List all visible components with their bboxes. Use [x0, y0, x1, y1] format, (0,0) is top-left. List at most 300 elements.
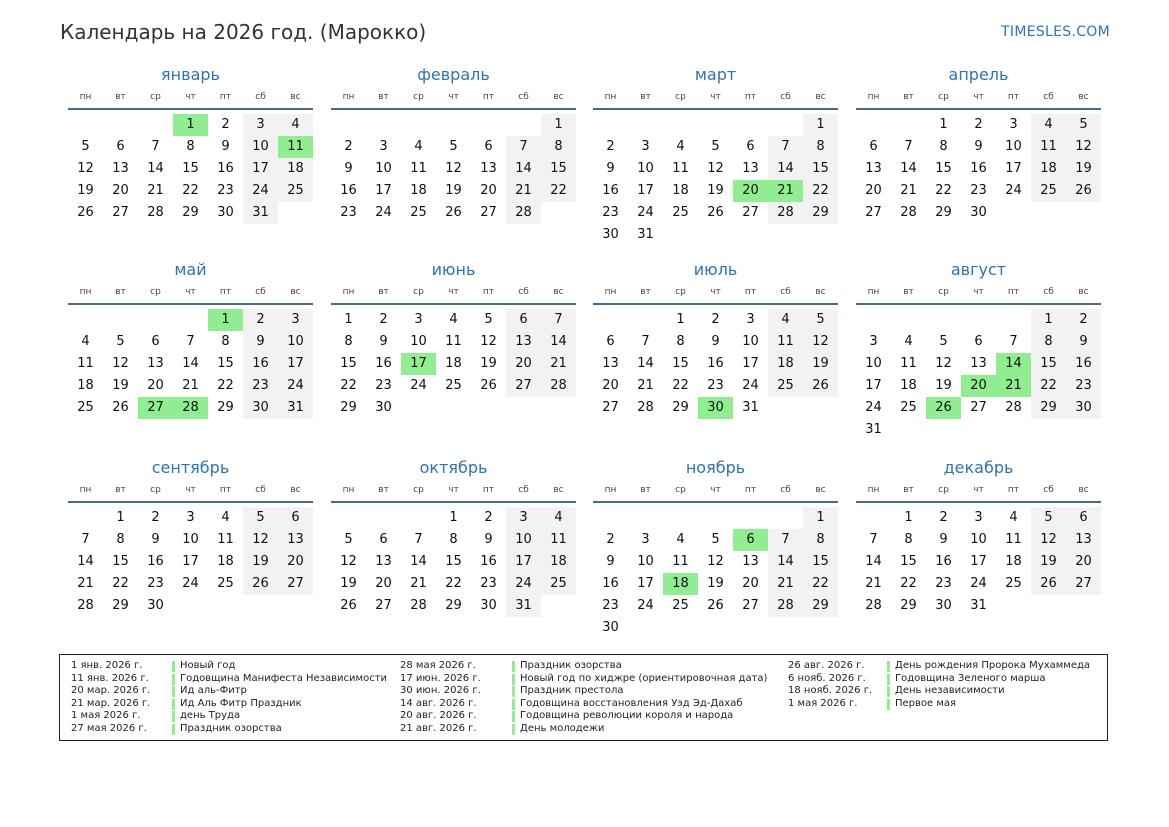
day-cell: 14 — [77, 554, 94, 569]
day-cell: 15 — [803, 551, 838, 573]
day-cell: 10 — [278, 331, 313, 353]
day-cell: 29 — [803, 202, 838, 224]
weekday-label: вт — [640, 92, 651, 102]
day-cell: 1 — [803, 114, 838, 136]
holiday-day: 17 — [401, 353, 436, 375]
day-cell: 19 — [340, 576, 357, 591]
day-cell: 12 — [1066, 136, 1101, 158]
weekday-label: пн — [867, 485, 880, 495]
day-cell: 14 — [768, 158, 803, 180]
weekday-label: вс — [553, 485, 564, 495]
day-cell: 9 — [939, 532, 948, 547]
month-name: июнь — [431, 260, 476, 279]
day-cell: 31 — [970, 598, 987, 613]
day-cell: 14 — [182, 356, 199, 371]
day-cell: 19 — [243, 551, 278, 573]
day-cell: 28 — [541, 375, 576, 397]
day-cell: 5 — [243, 507, 278, 529]
legend-date: 11 янв. 2026 г. — [71, 672, 149, 684]
day-cell: 11 — [77, 356, 94, 371]
day-cell: 11 — [768, 331, 803, 353]
day-cell: 11 — [217, 532, 234, 547]
day-cell: 13 — [480, 161, 497, 176]
month-name: октябрь — [419, 458, 488, 477]
weekday-label: пт — [482, 485, 495, 495]
weekday-label: ср — [413, 287, 424, 297]
day-cell: 25 — [410, 205, 427, 220]
day-cell: 17 — [243, 158, 278, 180]
day-cell: 9 — [379, 334, 388, 349]
holiday-day: 28 — [173, 397, 208, 419]
day-cell: 5 — [1031, 507, 1066, 529]
day-cell: 5 — [81, 139, 90, 154]
day-cell: 7 — [541, 309, 576, 331]
legend-row — [400, 685, 720, 698]
weekday-label: пт — [219, 485, 232, 495]
weekday-label: ср — [675, 92, 686, 102]
day-cell: 27 — [278, 573, 313, 595]
day-cell: 2 — [606, 139, 615, 154]
day-cell: 26 — [1031, 573, 1066, 595]
day-cell: 12 — [707, 554, 724, 569]
day-cell: 18 — [900, 378, 917, 393]
day-cell: 18 — [445, 356, 462, 371]
weekday-label: вс — [815, 485, 826, 495]
legend-marker — [172, 724, 175, 735]
month-name: ноябрь — [685, 458, 746, 477]
day-cell: 3 — [746, 312, 755, 327]
day-cell: 26 — [77, 205, 94, 220]
day-cell: 19 — [1066, 158, 1101, 180]
day-cell: 23 — [602, 205, 619, 220]
legend-date: 14 авг. 2026 г. — [400, 697, 477, 709]
weekday-header — [856, 86, 1101, 110]
day-cell: 21 — [77, 576, 94, 591]
day-cell: 29 — [217, 400, 234, 415]
day-cell: 22 — [1031, 375, 1066, 397]
day-cell: 31 — [506, 595, 541, 617]
legend-row — [71, 710, 391, 723]
day-cell: 2 — [974, 117, 983, 132]
day-cell: 28 — [900, 205, 917, 220]
day-cell: 15 — [1031, 353, 1066, 375]
day-cell: 25 — [278, 180, 313, 202]
day-cell: 9 — [243, 331, 278, 353]
day-cell: 22 — [217, 378, 234, 393]
day-cell: 6 — [484, 139, 493, 154]
day-cell: 8 — [803, 529, 838, 551]
day-cell: 2 — [606, 532, 615, 547]
day-cell: 23 — [1066, 375, 1101, 397]
legend-marker — [512, 699, 515, 710]
day-cell: 25 — [1005, 576, 1022, 591]
day-cell: 3 — [1009, 117, 1018, 132]
day-cell: 14 — [506, 158, 541, 180]
day-cell: 4 — [768, 309, 803, 331]
day-cell: 4 — [676, 139, 685, 154]
day-cell: 25 — [445, 378, 462, 393]
holiday-day: 20 — [961, 375, 996, 397]
day-cell: 14 — [410, 554, 427, 569]
month-12 — [856, 393, 1101, 643]
day-cell: 5 — [116, 334, 125, 349]
day-cell: 12 — [1031, 529, 1066, 551]
day-cell: 30 — [935, 598, 952, 613]
day-cell: 23 — [707, 378, 724, 393]
day-cell: 18 — [217, 554, 234, 569]
day-cell: 24 — [637, 598, 654, 613]
day-cell: 26 — [803, 375, 838, 397]
day-cell: 21 — [506, 180, 541, 202]
day-cell: 18 — [410, 183, 427, 198]
day-cell: 16 — [602, 576, 619, 591]
month-11 — [593, 393, 838, 643]
day-cell: 21 — [900, 183, 917, 198]
weekday-label: пт — [482, 92, 495, 102]
day-cell: 30 — [147, 598, 164, 613]
day-cell: 12 — [935, 356, 952, 371]
day-cell: 22 — [803, 180, 838, 202]
weekday-label: пн — [604, 92, 617, 102]
legend-column — [400, 660, 768, 735]
legend-date: 1 мая 2026 г. — [788, 697, 858, 709]
day-cell: 13 — [742, 554, 759, 569]
day-cell: 2 — [151, 510, 160, 525]
legend-marker — [887, 699, 890, 710]
legend-name: день Труда — [180, 710, 241, 721]
day-cell: 24 — [865, 400, 882, 415]
weekday-label: чт — [973, 287, 984, 297]
weekday-header — [593, 479, 838, 503]
day-cell: 9 — [1066, 331, 1101, 353]
legend-marker — [512, 711, 515, 722]
brand-link[interactable]: TIMESLES.COM — [1001, 24, 1110, 40]
day-cell: 1 — [541, 114, 576, 136]
day-cell: 4 — [414, 139, 423, 154]
day-cell: 6 — [116, 139, 125, 154]
legend-row — [788, 660, 1108, 673]
legend-name: Первое мая — [895, 697, 957, 709]
day-cell: 10 — [637, 554, 654, 569]
legend-row — [71, 685, 391, 698]
weekday-header — [68, 86, 313, 110]
day-cell: 24 — [970, 576, 987, 591]
day-cell: 13 — [506, 331, 541, 353]
day-cell: 11 — [541, 529, 576, 551]
day-cell: 11 — [1005, 532, 1022, 547]
day-cell: 2 — [711, 312, 720, 327]
day-cell: 16 — [707, 356, 724, 371]
weekday-label: чт — [185, 92, 196, 102]
day-cell: 8 — [344, 334, 353, 349]
day-cell: 17 — [506, 551, 541, 573]
legend-row — [788, 685, 1108, 698]
holiday-day: 21 — [996, 375, 1031, 397]
weekday-label: вт — [378, 287, 389, 297]
weekday-header — [331, 479, 576, 503]
day-cell: 10 — [182, 532, 199, 547]
month-name: апрель — [948, 65, 1009, 84]
day-cell: 3 — [641, 139, 650, 154]
weekday-label: вс — [1078, 485, 1089, 495]
holiday-day: 1 — [173, 114, 208, 136]
day-cell: 5 — [711, 139, 720, 154]
month-name: март — [694, 65, 737, 84]
day-cell: 2 — [1066, 309, 1101, 331]
day-cell: 26 — [445, 205, 462, 220]
day-cell: 6 — [278, 507, 313, 529]
weekday-header — [331, 281, 576, 305]
day-cell: 2 — [221, 117, 230, 132]
weekday-label: пн — [79, 287, 92, 297]
day-cell: 8 — [221, 334, 230, 349]
day-cell: 19 — [935, 378, 952, 393]
legend-marker — [172, 699, 175, 710]
weekday-label: вт — [640, 287, 651, 297]
day-cell: 15 — [182, 161, 199, 176]
month-name: июль — [693, 260, 738, 279]
day-cell: 20 — [375, 576, 392, 591]
legend-column — [71, 660, 391, 735]
day-cell: 17 — [742, 356, 759, 371]
weekday-label: ср — [938, 287, 949, 297]
holiday-day: 1 — [208, 309, 243, 331]
holiday-day: 11 — [278, 136, 313, 158]
weekday-label: сб — [518, 485, 529, 495]
legend-name: Годовщина восстановления Уэд Эд-Дахаб — [520, 697, 743, 709]
day-cell: 24 — [742, 378, 759, 393]
day-cell: 18 — [768, 353, 803, 375]
month-10 — [331, 393, 576, 643]
day-cell: 9 — [606, 161, 615, 176]
day-cell: 13 — [375, 554, 392, 569]
day-cell: 26 — [480, 378, 497, 393]
day-cell: 27 — [1066, 573, 1101, 595]
legend-row — [400, 710, 734, 723]
day-cell: 16 — [935, 554, 952, 569]
day-cell: 10 — [970, 532, 987, 547]
day-cell: 26 — [707, 598, 724, 613]
day-cell: 16 — [375, 356, 392, 371]
day-cell: 16 — [217, 161, 234, 176]
day-cell: 12 — [340, 554, 357, 569]
day-cell: 21 — [865, 576, 882, 591]
day-cell: 28 — [147, 205, 164, 220]
legend-marker — [887, 661, 890, 672]
day-cell: 16 — [602, 183, 619, 198]
day-cell: 3 — [641, 532, 650, 547]
legend-name: День рождения Пророка Мухаммеда — [895, 660, 1091, 671]
day-cell: 25 — [77, 400, 94, 415]
day-cell: 27 — [602, 400, 619, 415]
weekday-label: пн — [342, 485, 355, 495]
day-cell: 27 — [742, 598, 759, 613]
day-cell: 7 — [869, 532, 878, 547]
day-cell: 23 — [602, 598, 619, 613]
day-cell: 9 — [151, 532, 160, 547]
weekday-label: сб — [1043, 287, 1054, 297]
day-cell: 26 — [707, 205, 724, 220]
day-cell: 22 — [112, 576, 129, 591]
legend-marker — [512, 686, 515, 697]
day-cell: 22 — [803, 573, 838, 595]
weekday-label: чт — [448, 287, 459, 297]
day-cell: 11 — [410, 161, 427, 176]
legend-date: 26 авг. 2026 г. — [788, 660, 865, 671]
day-cell: 29 — [672, 400, 689, 415]
day-cell: 4 — [1009, 510, 1018, 525]
day-cell: 15 — [445, 554, 462, 569]
weekday-label: вс — [290, 485, 301, 495]
legend-date: 21 авг. 2026 г. — [400, 722, 477, 734]
legend-name: Праздник озорства — [180, 722, 282, 734]
day-cell: 24 — [243, 180, 278, 202]
day-cell: 23 — [217, 183, 234, 198]
day-cell: 11 — [445, 334, 462, 349]
weekday-label: пн — [342, 92, 355, 102]
weekday-label: сб — [255, 92, 266, 102]
day-cell: 4 — [541, 507, 576, 529]
weekday-header — [68, 281, 313, 305]
weekday-label: сб — [780, 287, 791, 297]
legend-row — [400, 660, 720, 673]
weekday-header — [856, 281, 1101, 305]
day-cell: 3 — [974, 510, 983, 525]
day-cell: 12 — [77, 161, 94, 176]
weekday-label: пт — [1007, 287, 1020, 297]
day-cell: 17 — [182, 554, 199, 569]
day-cell: 25 — [672, 205, 689, 220]
day-cell: 30 — [375, 400, 392, 415]
weekday-label: пн — [867, 287, 880, 297]
weekday-label: сб — [780, 485, 791, 495]
day-cell: 20 — [1066, 551, 1101, 573]
month-name: январь — [161, 65, 220, 84]
day-cell: 14 — [900, 161, 917, 176]
month-days — [68, 503, 313, 643]
day-cell: 7 — [1009, 334, 1018, 349]
day-cell: 8 — [803, 136, 838, 158]
day-cell: 9 — [221, 139, 230, 154]
day-cell: 27 — [742, 205, 759, 220]
day-cell: 23 — [243, 375, 278, 397]
day-cell: 30 — [243, 397, 278, 419]
legend-date: 6 нояб. 2026 г. — [788, 672, 866, 684]
day-cell: 27 — [865, 205, 882, 220]
day-cell: 8 — [676, 334, 685, 349]
legend-name: Годовщина Манифеста Независимости — [180, 672, 388, 684]
day-cell: 3 — [379, 139, 388, 154]
day-cell: 18 — [1031, 158, 1066, 180]
day-cell: 14 — [768, 551, 803, 573]
day-cell: 12 — [480, 334, 497, 349]
day-cell: 2 — [344, 139, 353, 154]
holiday-legend — [59, 654, 1108, 741]
day-cell: 3 — [278, 309, 313, 331]
day-cell: 14 — [147, 161, 164, 176]
day-cell: 23 — [147, 576, 164, 591]
day-cell: 24 — [506, 573, 541, 595]
day-cell: 19 — [707, 576, 724, 591]
weekday-header — [593, 281, 838, 305]
legend-name: Новый год по хиджре (ориентировочная дата) — [520, 672, 768, 684]
day-cell: 29 — [445, 598, 462, 613]
day-cell: 27 — [506, 375, 541, 397]
weekday-label: чт — [973, 485, 984, 495]
day-cell: 10 — [375, 161, 392, 176]
day-cell: 11 — [672, 161, 689, 176]
month-name: сентябрь — [151, 458, 230, 477]
day-cell: 1 — [676, 312, 685, 327]
day-cell: 11 — [900, 356, 917, 371]
legend-name: Ид аль-Фитр — [180, 685, 247, 696]
weekday-label: пт — [482, 287, 495, 297]
weekday-label: пн — [867, 92, 880, 102]
day-cell: 13 — [1066, 529, 1101, 551]
day-cell: 15 — [541, 158, 576, 180]
day-cell: 6 — [151, 334, 160, 349]
weekday-label: чт — [973, 92, 984, 102]
day-cell: 22 — [672, 378, 689, 393]
day-cell: 24 — [375, 205, 392, 220]
day-cell: 4 — [904, 334, 913, 349]
legend-row — [400, 672, 768, 686]
day-cell: 15 — [900, 554, 917, 569]
legend-date: 1 янв. 2026 г. — [71, 660, 143, 671]
day-cell: 19 — [707, 183, 724, 198]
day-cell: 30 — [1066, 397, 1101, 419]
legend-marker — [887, 686, 890, 697]
weekday-label: пн — [604, 287, 617, 297]
legend-row — [71, 698, 391, 711]
weekday-label: пт — [744, 287, 757, 297]
day-cell: 2 — [243, 309, 278, 331]
legend-date: 20 мар. 2026 г. — [71, 685, 151, 696]
day-cell: 28 — [768, 202, 803, 224]
day-cell: 20 — [147, 378, 164, 393]
day-cell: 8 — [904, 532, 913, 547]
weekday-label: ср — [675, 287, 686, 297]
legend-name: День молодежи — [520, 722, 605, 734]
day-cell: 16 — [480, 554, 497, 569]
day-cell: 5 — [1066, 114, 1101, 136]
day-cell: 14 — [637, 356, 654, 371]
day-cell: 3 — [506, 507, 541, 529]
holiday-day: 6 — [733, 529, 768, 551]
day-cell: 31 — [243, 202, 278, 224]
day-cell: 31 — [742, 400, 759, 415]
weekday-label: пт — [744, 92, 757, 102]
weekday-label: вс — [553, 287, 564, 297]
legend-marker — [512, 674, 515, 685]
day-cell: 12 — [445, 161, 462, 176]
day-cell: 26 — [243, 573, 278, 595]
page-title: Календарь на 2026 год. (Марокко) — [60, 20, 427, 44]
day-cell: 26 — [340, 598, 357, 613]
day-cell: 8 — [1031, 331, 1066, 353]
day-cell: 1 — [939, 117, 948, 132]
day-cell: 5 — [344, 532, 353, 547]
day-cell: 29 — [935, 205, 952, 220]
day-cell: 18 — [278, 158, 313, 180]
day-cell: 23 — [970, 183, 987, 198]
day-cell: 1 — [904, 510, 913, 525]
day-cell: 29 — [803, 595, 838, 617]
month-name: декабрь — [943, 458, 1014, 477]
day-cell: 6 — [606, 334, 615, 349]
day-cell: 15 — [935, 161, 952, 176]
month-name: август — [950, 260, 1007, 279]
